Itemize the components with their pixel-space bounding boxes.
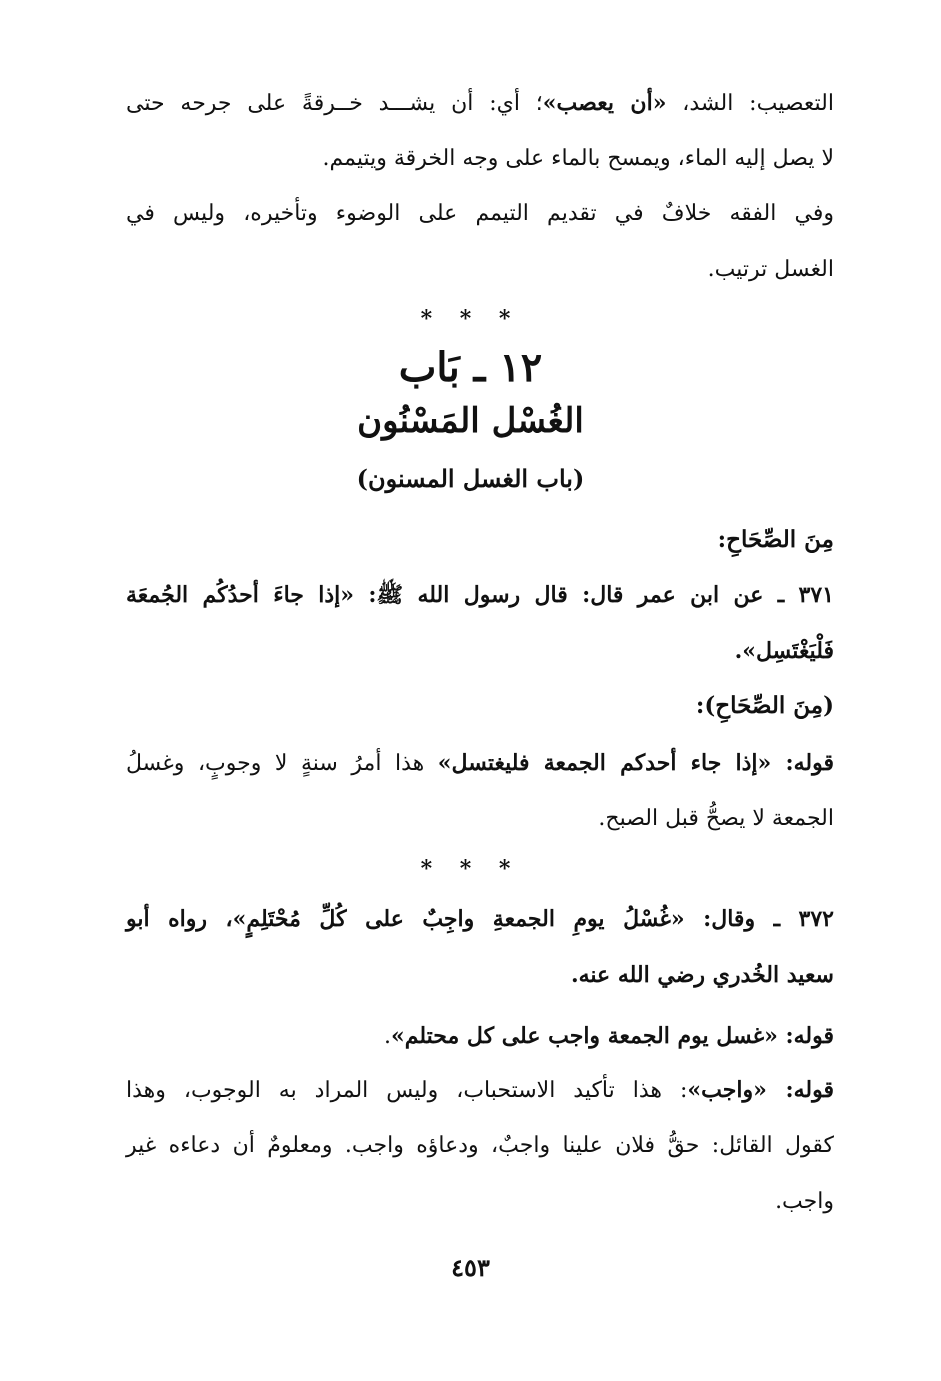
paragraph-tasib (126, 75, 834, 187)
text-span: التعصيب: الشد، (666, 91, 834, 116)
hadith-372 (126, 891, 834, 1003)
text-line: فَلْيَغْتَسِل». (734, 638, 834, 664)
quoted-term: «أن يعصب» (542, 90, 667, 116)
quoted-term: «واجب» (687, 1077, 767, 1103)
text-span: . (383, 1024, 391, 1049)
chapter-number: ١٢ ـ بَاب (398, 344, 543, 391)
text-span: قوله: (777, 1023, 834, 1049)
commentary-371 (126, 735, 834, 847)
text-line (126, 735, 834, 791)
text-line (126, 1008, 834, 1064)
section-separator: * * * (420, 856, 521, 882)
text-line: الجمعة لا يصحُّ قبل الصبح. (598, 806, 834, 831)
text-line (126, 1062, 834, 1118)
hadith-371 (126, 567, 834, 679)
commentary-372-a (126, 1008, 834, 1064)
text-line: كقول القائل: حقُّ فلان علينا واجبٌ، ودعاؤه واجب. ومعلومٌ أن دعاءه غير (126, 1133, 834, 1158)
text-span: قوله: (771, 750, 834, 776)
commentary-372-b (126, 1062, 834, 1230)
text-line: سعيد الخُدري رضي الله عنه. (570, 962, 834, 988)
text-line: لا يصل إليه الماء، ويمسح بالماء على وجه الخرقة ويتيمم. (322, 146, 834, 171)
page-number: ٤٥٣ (451, 1253, 490, 1282)
text-line: وفي الفقه خلافٌ في تقديم التيمم على الوضوء وتأخيره، وليس في (126, 201, 834, 226)
text-line: واجب. (775, 1189, 834, 1214)
chapter-title: الغُسْل المَسْنُون (357, 401, 584, 441)
text-span: قوله: (766, 1077, 834, 1103)
text-line (126, 75, 834, 131)
text-span: ؛ أي: أن يشـــد خــرقةً على جرحه حتى (126, 91, 543, 116)
text-line: الغسل ترتيب. (707, 257, 834, 282)
text-line: ٣٧١ ـ عن ابن عمر قال: قال رسول الله ﷺ: «إذا جاءَ أحدُكُم الجُمعَة (126, 582, 834, 608)
text-line: ٣٧٢ ـ وقال: «غُسْلُ يومِ الجمعةِ واجِبٌ على كُلِّ مُحْتَلِمٍ»، رواه أبو (126, 906, 834, 932)
quoted-term: «إذا جاء أحدكم الجمعة فليغتسل» (437, 750, 772, 776)
section-separator: * * * (420, 306, 521, 332)
paragraph-fiqh (126, 186, 834, 298)
section-label-sihah-commentary: (مِنَ الصِّحَاحِ): (695, 692, 834, 719)
quoted-term: «غسل يوم الجمعة واجب على كل محتلم» (390, 1023, 778, 1049)
text-span: : هذا تأكيد الاستحباب، وليس المراد به الوجوب، وهذا (126, 1078, 688, 1103)
section-label-sihah: مِنَ الصِّحَاحِ: (717, 526, 834, 553)
chapter-subtitle: (باب الغسل المسنون) (356, 464, 585, 493)
text-span: هذا أمرُ سنةٍ لا وجوبٍ، وغسلُ (126, 751, 438, 776)
